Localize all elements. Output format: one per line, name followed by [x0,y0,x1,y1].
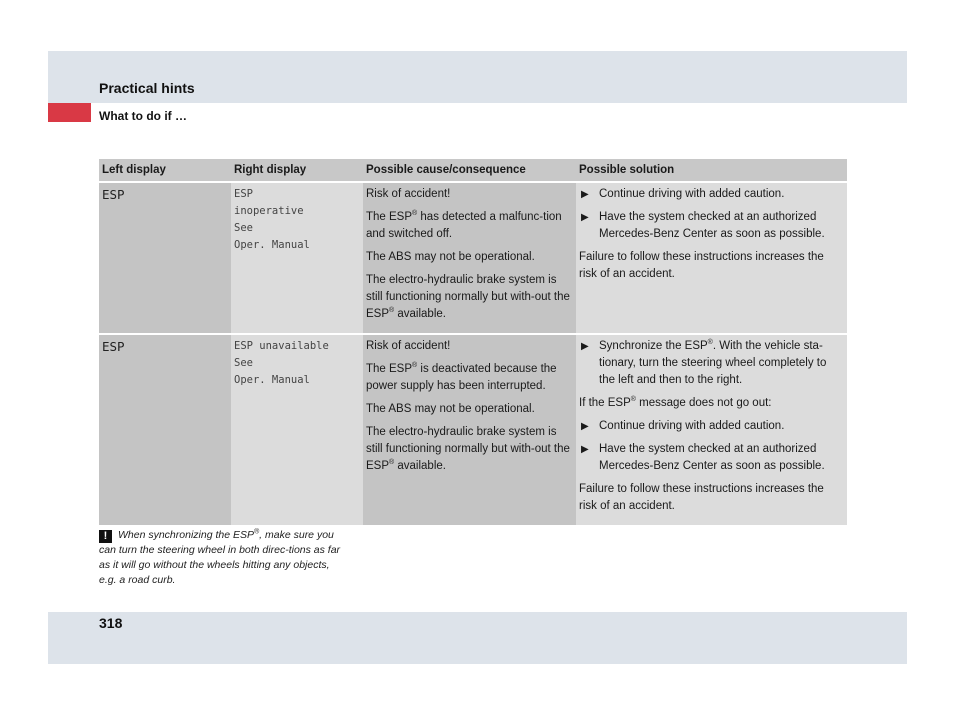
bullet-arrow-icon: ▶ [581,444,589,455]
cause-paragraph: The ESP® has detected a malfunc-tion and switched off. [366,210,562,240]
cause-paragraph: The electro-hydraulic brake system is still functioning normally but with-out the ESP® available. [366,274,570,320]
right-display-cell [231,183,363,333]
warning-note [99,528,349,588]
solution-step: ▶ Have the system checked at an authorized Mercedes-Benz Center as soon as possible. [581,211,825,240]
column-header-left-display: Left display [99,159,231,183]
right-display-line: See [234,357,253,369]
bullet-arrow-icon: ▶ [581,421,589,432]
solution-paragraph: If the ESP® message does not go out: [579,396,772,409]
bullet-arrow-icon: ▶ [581,341,589,352]
solution-cell [576,183,847,333]
column-header-cause: Possible cause/consequence [363,159,576,183]
table-row [99,333,847,525]
solution-step: ▶ Have the system checked at an authorized Mercedes-Benz Center as soon as possible. [581,443,825,472]
right-display-line: ESP [234,188,253,200]
table-header-row [99,159,847,183]
right-display-line: ESP unavailable [234,340,329,352]
solution-step: ▶ Continue driving with added caution. [579,418,844,435]
warning-note-text: When synchronizing the ESP®, make sure you can turn the steering wheel in both direc-tions as far as it will go without the wheels hitting any objects, e.g. a road curb. [99,528,341,586]
solution-step: ▶ Continue driving with added caution. [579,186,844,203]
bullet-arrow-icon: ▶ [581,189,589,200]
cause-cell [363,333,576,525]
page-number: 318 [99,615,123,631]
footer-band [48,612,907,664]
cause-paragraph: The ABS may not be operational. [366,403,535,415]
cause-paragraph: The ESP® is deactivated because the power supply has been interrupted. [366,362,557,392]
right-display-line: inoperative [234,205,304,217]
cause-paragraph: Risk of accident! [366,340,451,352]
solution-cell [576,333,847,525]
right-display-cell [231,333,363,525]
solution-step: ▶ Synchronize the ESP®. With the vehicle sta-tionary, turn the steering wheel completely to the left and then to the right. [581,339,827,386]
cause-cell [363,183,576,333]
troubleshooting-table [99,159,847,525]
right-display-line: Oper. Manual [234,239,310,251]
right-display-line: Oper. Manual [234,374,310,386]
solution-paragraph: Failure to follow these instructions increases the risk of an accident. [579,251,824,280]
cause-paragraph: Risk of accident! [366,188,451,200]
table-row [99,183,847,333]
cause-paragraph: The ABS may not be operational. [366,251,535,263]
exclamation-icon: ! [99,530,112,543]
solution-paragraph: Failure to follow these instructions increases the risk of an accident. [579,483,824,512]
left-display-cell: ESP [99,333,231,525]
right-display-line: See [234,222,253,234]
column-header-right-display: Right display [231,159,363,183]
column-header-solution: Possible solution [576,159,847,183]
section-title: Practical hints [99,80,195,96]
left-display-cell: ESP [99,183,231,333]
section-marker [48,103,91,122]
cause-paragraph: The electro-hydraulic brake system is still functioning normally but with-out the ESP® available. [366,426,570,472]
subsection-title: What to do if … [99,109,187,123]
bullet-arrow-icon: ▶ [581,212,589,223]
